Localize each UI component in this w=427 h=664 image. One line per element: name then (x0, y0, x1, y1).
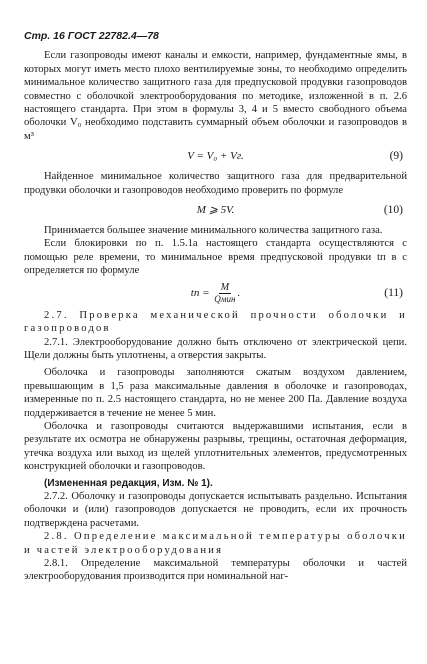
section-2-8-title: 2.8. Определение максимальной температуры оболочки и частей электрооборудования (24, 531, 407, 556)
formula-11-tail: . (237, 286, 241, 299)
paragraph-larger-value: Принимается большее значение минимального количества защитного газа. (44, 225, 383, 237)
formula-10-expression: M ⩾ 5V. (196, 204, 235, 217)
paragraph-pressure-test: Оболочка и газопроводы заполняются сжатым воздухом давлением, превышающим в 1,5 раза максимальные давления в оболочке и газопроводах, измеренные по п. 2.5 настоящего стандарта, но не менее 200 Па. Давление воздуха поддерживается в течение не менее 5 мин. (24, 367, 407, 419)
formula-10-number: (10) (383, 204, 403, 217)
formula-11-number: (11) (384, 286, 403, 299)
formula-10 (24, 200, 407, 221)
formula-11-fraction (212, 282, 237, 305)
paragraph-2-7-1: 2.7.1. Электрооборудование должно быть отключено от электрической цепи. Щели должны быть уплотнены, а отверстия закрыты. (24, 336, 407, 361)
formula-11-denominator: Qмин (214, 293, 236, 304)
formula-9-number: (9) (389, 150, 403, 163)
paragraph-time-relay: Если блокировки по п. 1.5.1а настоящего стандарта осуществляются с помощью реле времени, то минимальное время предпусковой продувки tп в с определяется по формуле (24, 238, 407, 277)
amendment-note: (Измененная редакция, Изм. № 1). (44, 477, 213, 489)
formula-11-lhs: tп = (190, 286, 210, 299)
formula-9 (24, 146, 407, 167)
formula-11 (24, 280, 407, 306)
formula-9-expression: V = V₀ + Vг. (187, 150, 244, 163)
paragraph-check: Найденное минимальное количество защитного газа для предварительной продувки оболочки и газопроводов необходимо проверить по формуле (24, 171, 407, 196)
paragraph-test-passed: Оболочка и газопроводы считаются выдержавшими испытания, если в результате их осмотра не обнаружены разрывы, трещины, остаточная деформация, утечка воздуха или выход из щелей уплотнительных элементов, предусмотренных конструкцией оболочки и газопроводов. (24, 420, 407, 473)
paragraph-2-8-1: 2.8.1. Определение максимальной температуры оболочки и частей электрооборудования производится при номинальной наг- (24, 558, 407, 583)
formula-11-numerator: M (220, 281, 230, 293)
paragraph-2-7-2: 2.7.2. Оболочку и газопроводы допускается испытывать раздельно. Испытания оболочки и (или) газопроводов допускается не проводить, если их прочность подтверждена расчетами. (24, 490, 407, 529)
paragraph-gas-pipes: Если газопроводы имеют каналы и емкости, например, фундаментные ямы, в которых могут иметь место плохо вентилируемые зоны, то необходимо определить минимальное количество защитного газа для предпусковой продувки газопроводов совместно с оболочкой электрооборудования по методике, изложенной в п. 2.6 настоящего стандарта. При этом в формулы 3, 4 и 5 вместо свободного объема оболочки V₀ необходимо подставить суммарный объем оболочки и газопроводов в м³ (24, 50, 407, 142)
page-header: Стр. 16 ГОСТ 22782.4—78 (24, 30, 159, 42)
section-2-7-title: 2.7. Проверка механической прочности оболочки и газопроводов (24, 309, 407, 335)
